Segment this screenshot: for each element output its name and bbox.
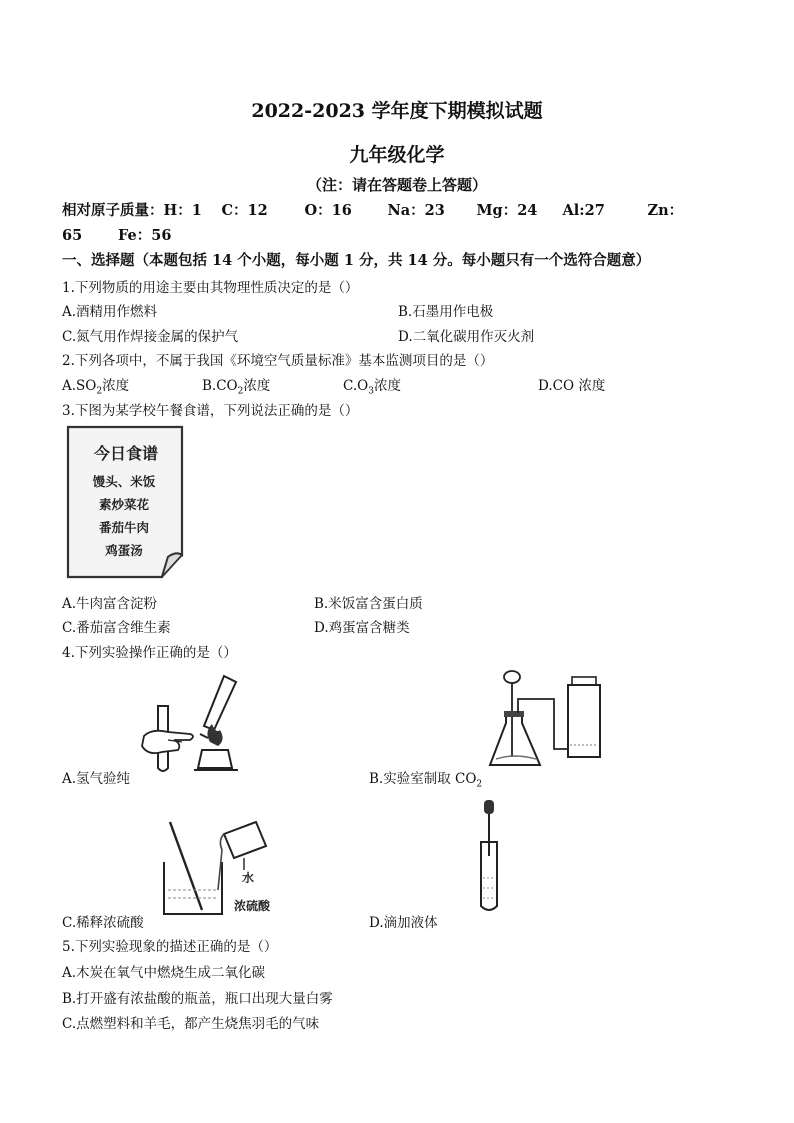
menu-item: 鸡蛋汤 [105,543,143,558]
exam-note: （注：请在答题卷上答题） [306,176,487,194]
mass-c: C：12 [221,202,268,219]
mass-zn-value: 65 [62,227,83,244]
mass-o: O：16 [304,202,352,219]
q3-option-d: D.鸡蛋富含糖类 [314,620,410,636]
q5-option-b: B.打开盛有浓盐酸的瓶盖，瓶口出现大量白雾 [62,991,333,1007]
dilute-acid-image [158,820,282,920]
menu-image [64,423,190,581]
q5-option-a: A.木炭在氧气中燃烧生成二氧化碳 [62,965,266,981]
q2-option-c: $C.O_3$浓度 [343,378,401,397]
menu-item: 番茄牛肉 [98,520,150,535]
atomic-mass-label: 相对原子质量： [62,202,164,219]
mass-fe: Fe：56 [118,227,172,244]
co2-apparatus-image [488,665,608,775]
q1-option-d: D.二氧化碳用作灭火剂 [398,329,535,345]
label-water: 水 [242,871,255,885]
q3-option-c: C.番茄富含维生素 [62,620,171,636]
mass-al: Al:27 [562,202,605,219]
mass-na: Na：23 [387,202,445,219]
q4-option-c: C.稀释浓硫酸 [62,915,144,931]
mass-mg: Mg：24 [476,202,538,219]
q2-stem: 2.下列各项中，不属于我国《环境空气质量标准》基本监测项目的是（） [62,353,494,369]
q1-stem: 1.下列物质的用途主要由其物理性质决定的是（） [62,280,359,296]
label-acid: 浓硫酸 [234,899,271,913]
q4-option-a: A.氢气验纯 [62,771,131,787]
q5-stem: 5.下列实验现象的描述正确的是（） [62,939,278,955]
dropper-image [472,798,508,914]
mass-h: H：1 [163,202,202,219]
q1-option-c: C.氮气用作焊接金属的保护气 [62,329,239,345]
q2-option-a: $A.SO_2$浓度 [62,378,130,397]
section-heading: 一、选择题（本题包括 14 个小题，每小题 1 分，共 14 分。每小题只有一个选符合题意） [62,252,651,269]
menu-item: 素炒菜花 [98,497,150,512]
atomic-mass-line-2 [62,224,171,245]
q3-stem: 3.下图为某学校午餐食谱，下列说法正确的是（） [62,403,359,419]
q2-option-b: $B.CO_2$浓度 [202,378,271,397]
q3-option-b: B.米饭富含蛋白质 [314,596,423,612]
q4-option-b: B.实验室制取 $CO_2$ [369,771,483,790]
q5-option-c: C.点燃塑料和羊毛，都产生烧焦羽毛的气味 [62,1016,320,1032]
menu-heading: 今日食谱 [93,444,159,463]
menu-item: 馒头、米饭 [92,474,156,489]
atomic-mass-line [62,199,683,220]
mass-zn: Zn： [647,202,684,219]
q4-stem: 4.下列实验操作正确的是（） [62,645,237,661]
exam-title: 2022-2023 学年度下期模拟试题 [251,100,543,122]
q4-option-d: D.滴加液体 [369,915,438,931]
q2-option-d: D.CO 浓度 [538,378,606,394]
q3-option-a: A.牛肉富含淀粉 [62,596,158,612]
exam-subtitle: 九年级化学 [349,144,445,166]
hydrogen-purity-test-image [138,672,250,776]
q1-option-b: B.石墨用作电极 [398,304,494,320]
q1-option-a: A.酒精用作燃料 [62,304,158,320]
